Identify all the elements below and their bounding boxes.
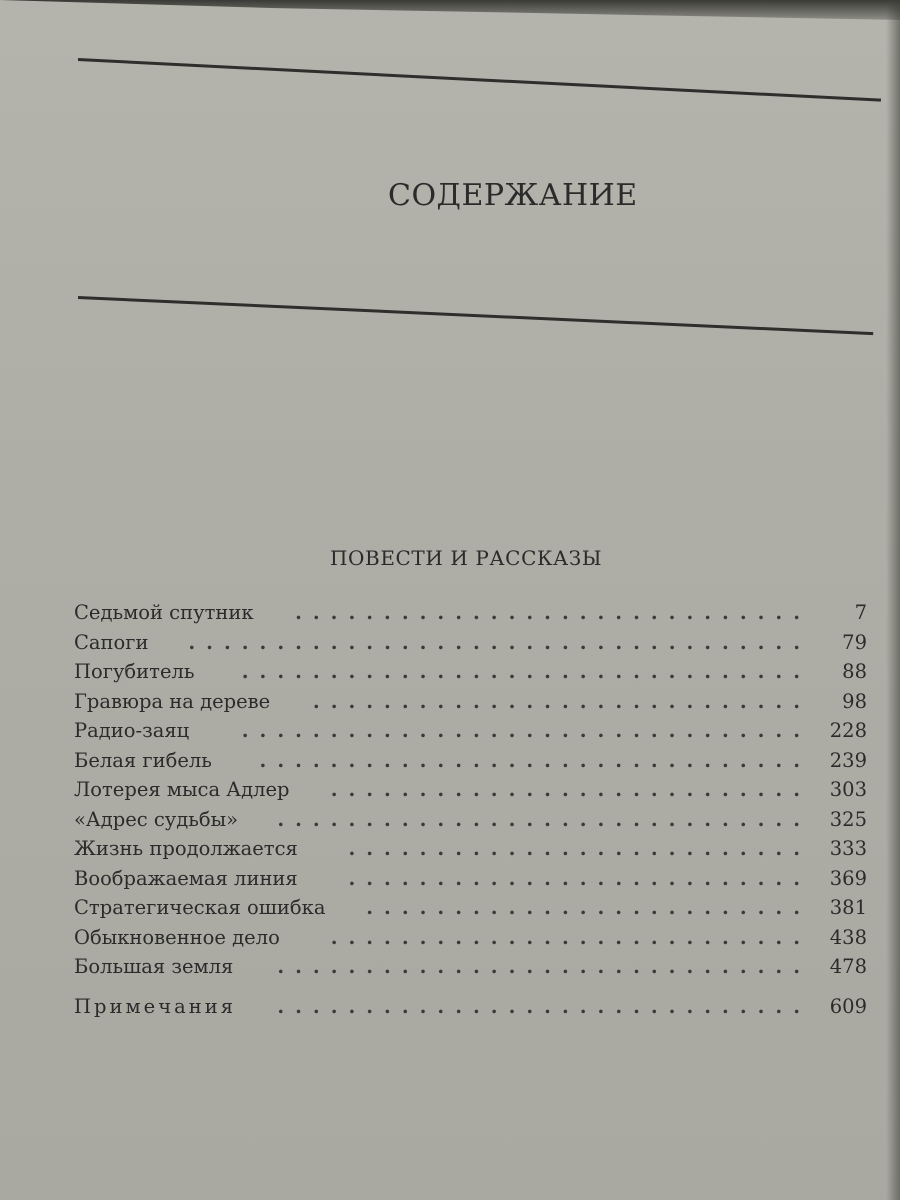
section-title: ПОВЕСТИ И РАССКАЗЫ [330,546,603,570]
toc-entry [74,893,869,923]
toc-entry-title: Радио-заяц [74,719,190,742]
page-right-shadow [886,0,900,1200]
toc-entry-title: Седьмой спутник [74,601,254,624]
toc-entry-page: 609 [829,994,867,1018]
toc-entry-page: 88 [842,660,867,683]
toc-entry [74,923,869,953]
toc-entry-title: Белая гибель [74,748,212,772]
toc-entry [74,716,869,746]
leader-dots: .......................... [348,866,811,890]
top-rule [78,58,881,102]
toc-entry-title: Обыкновенное дело [74,925,280,949]
toc-entry-title: Большая земля [74,955,234,978]
toc-entry-title: Жизнь продолжается [74,837,298,860]
toc-entry-page: 7 [854,601,867,624]
toc-entry-page: 478 [829,955,867,978]
toc-entry [74,952,869,982]
leader-dots: ................................... [188,630,811,654]
toc-entry-page: 98 [842,689,867,713]
leader-dots: ......................... [366,896,811,919]
leader-dots: ............................... [259,748,811,772]
leader-dots: .............................. [277,955,811,978]
leader-dots: ........................... [330,925,811,949]
leader-dots: .............................. [277,807,811,831]
toc-entry-page: 325 [829,807,867,831]
table-of-contents [74,598,869,1021]
toc-entry-page: 333 [829,837,867,860]
toc-entry-page: 438 [829,925,867,949]
leader-dots: ............................ [312,689,811,713]
toc-entry-page: 239 [829,748,867,772]
toc-entry-page: 381 [829,896,867,919]
leader-dots: .............................. [277,994,811,1018]
toc-entry [74,628,869,658]
toc-entry-page: 79 [842,630,867,654]
toc-entry-title: Стратегическая ошибка [74,896,326,919]
toc-entry-page: 303 [829,778,867,801]
toc-entry-title: Воображаемая линия [74,866,298,890]
toc-entry-title: Гравюра на дереве [74,689,271,713]
toc-entry [74,657,869,687]
toc-entry-page: 228 [829,719,867,742]
toc-entry-title: Лотерея мыса Адлер [74,778,290,801]
contents-heading: СОДЕРЖАНИЕ [388,178,638,213]
toc-entry [74,834,869,864]
leader-dots: ................................ [241,660,811,683]
leader-dots: ........................... [330,778,811,801]
leader-dots: .......................... [348,837,811,860]
toc-entry-notes [74,992,869,1022]
toc-entry [74,598,869,628]
leader-dots: ................................ [241,719,811,742]
leader-dots: ............................. [295,601,811,624]
toc-entry-title: «Адрес судьбы» [74,807,239,831]
page-top-shadow [0,0,900,20]
toc-entry [74,864,869,894]
toc-entry-title: Погубитель [74,660,195,683]
toc-entry-page: 369 [829,866,867,890]
bottom-rule [78,296,873,335]
toc-entry [74,805,869,835]
toc-entry [74,775,869,805]
toc-entry-title: Сапоги [74,630,149,654]
toc-entry-title: Примечания [74,994,237,1018]
toc-entry [74,746,869,776]
toc-entry [74,687,869,717]
